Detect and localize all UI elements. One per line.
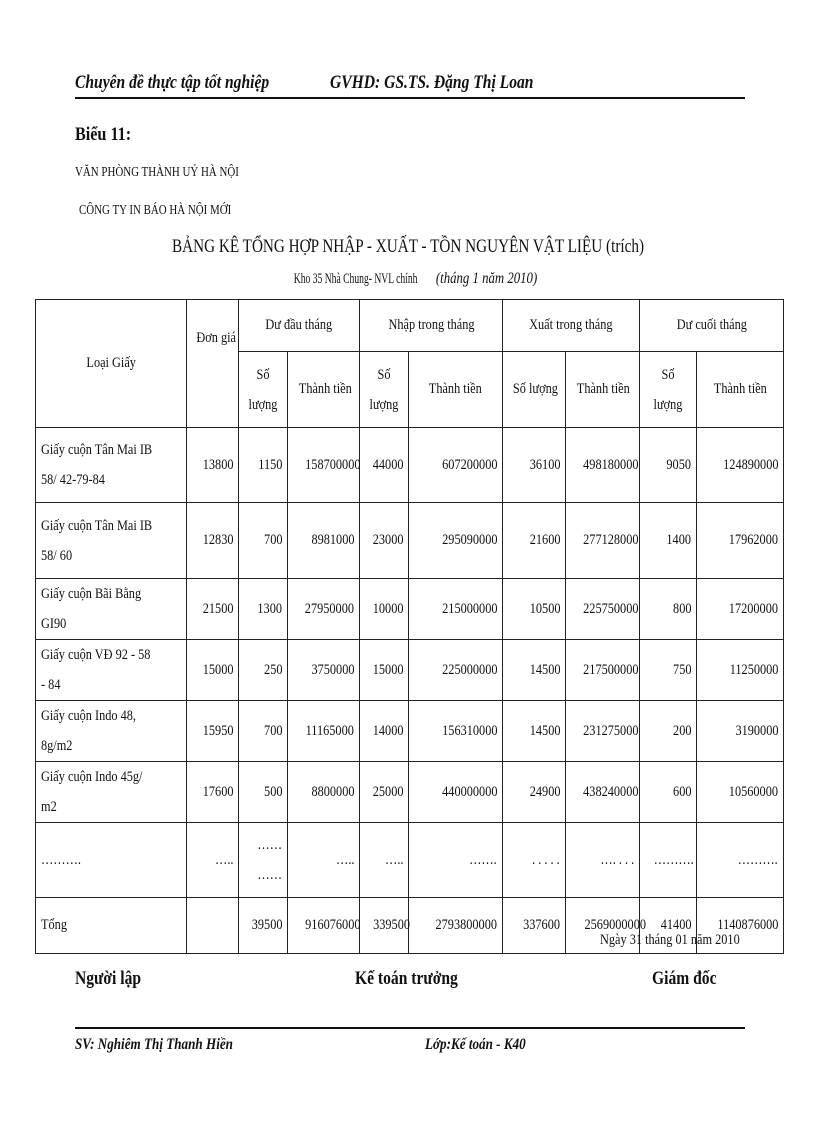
cell-dc-sl: 1400 [640,503,697,579]
cell-price: 17600 [187,762,239,823]
cell-n-tt: 295090000 [409,503,503,579]
inventory-table [35,299,784,954]
cell-price: 15950 [187,701,239,762]
org-line-1: VĂN PHÒNG THÀNH UỶ HÀ NỘI [75,165,239,180]
cell-dc-sl: 200 [640,701,697,762]
cell-n-tt: 607200000 [409,428,503,503]
cell-x-sl: 14500 [503,701,566,762]
cell-dd-sl: 1300 [239,579,288,640]
cell-dd-tt: 27950000 [288,579,360,640]
cell-dc-tt: 11250000 [697,640,784,701]
cell-n-tt: ……. [409,823,503,898]
cell-name: ………. [36,823,187,898]
col-header-du-cuoi-thang: Dư cuối tháng [640,300,784,352]
cell-x-tt: 225750000 [566,579,640,640]
cell-dd-tt: 158700000 [288,428,360,503]
ellipsis-row [36,823,784,898]
cell-dc-tt: ………. [697,823,784,898]
cell-dd-sl: 700 [239,701,288,762]
cell-n-sl: 44000 [360,428,409,503]
cell-dc-tt: 3190000 [697,701,784,762]
table-row [36,640,784,701]
total-dc-tt: 1140876000 [697,898,784,954]
cell-dd-sl: 250 [239,640,288,701]
col-header-du-dau-thang: Dư đầu tháng [239,300,360,352]
cell-dd-tt: 11165000 [288,701,360,762]
cell-x-tt: 277128000 [566,503,640,579]
footer-student: SV: Nghiêm Thị Thanh Hiền [75,1036,233,1053]
subheader-thanh-tien: Thành tiền [566,352,640,428]
cell-name: Giấy cuộn VĐ 92 - 58 - 84 [36,640,187,701]
subheader-thanh-tien: Thành tiền [697,352,784,428]
table-row [36,762,784,823]
subtitle-main: Kho 35 Nhà Chung- NVL chính [294,271,418,287]
cell-dd-tt: 3750000 [288,640,360,701]
cell-x-tt: 217500000 [566,640,640,701]
document-subtitle [0,270,816,288]
cell-dd-sl: 500 [239,762,288,823]
cell-x-tt: …. . . . [566,823,640,898]
cell-name: Giấy cuộn Indo 45g/ m2 [36,762,187,823]
cell-dd-tt: 8981000 [288,503,360,579]
total-dd-tt: 916076000 [288,898,360,954]
subheader-thanh-tien: Thành tiền [288,352,360,428]
subtitle-period: (tháng 1 năm 2010) [436,270,538,287]
table-row [36,701,784,762]
cell-dd-sl: …… …… [239,823,288,898]
total-x-sl: 337600 [503,898,566,954]
subheader-so-luong: Số lượng [239,352,288,428]
col-header-xuat-trong-thang: Xuất trong tháng [503,300,640,352]
cell-price: 13800 [187,428,239,503]
cell-dc-sl: 600 [640,762,697,823]
signature-chief-accountant: Kế toán trưởng [355,968,458,989]
cell-n-sl: ….. [360,823,409,898]
col-header-nhap-trong-thang: Nhập trong tháng [360,300,503,352]
cell-x-sl: 36100 [503,428,566,503]
total-x-tt: 2569000000 [566,898,640,954]
bieu-label: Biểu 11: [75,124,132,145]
cell-x-sl: 14500 [503,640,566,701]
cell-n-sl: 10000 [360,579,409,640]
cell-dd-sl: 1150 [239,428,288,503]
header-left-title: Chuyên đề thực tập tốt nghiệp [75,72,270,93]
cell-name: Giấy cuộn Tân Mai IB 58/ 60 [36,503,187,579]
subheader-so-luong: Số lượng [503,352,566,428]
cell-dc-sl: ………. [640,823,697,898]
cell-price: 21500 [187,579,239,640]
cell-x-tt: 498180000 [566,428,640,503]
cell-dc-tt: 10560000 [697,762,784,823]
cell-n-tt: 225000000 [409,640,503,701]
cell-price: 12830 [187,503,239,579]
col-header-don-gia: Đơn giá [187,300,239,428]
document-title: BẢNG KÊ TỔNG HỢP NHẬP - XUẤT - TỒN NGUYÊN VẬT LIỆU (trích) [171,236,644,257]
cell-name: Giấy cuộn Bãi Bằng GI90 [36,579,187,640]
org-line-2: CÔNG TY IN BÁO HÀ NỘI MỚI [79,203,232,218]
cell-n-sl: 15000 [360,640,409,701]
cell-dc-sl: 800 [640,579,697,640]
cell-price: ….. [187,823,239,898]
cell-dd-sl: 700 [239,503,288,579]
subheader-so-luong: Số lượng [640,352,697,428]
cell-dd-tt: ….. [288,823,360,898]
total-n-tt: 2793800000 [409,898,503,954]
cell-x-sl: 24900 [503,762,566,823]
total-dc-sl: 41400 [640,898,697,954]
cell-x-tt: 231275000 [566,701,640,762]
cell-price: 15000 [187,640,239,701]
cell-name: Giấy cuộn Tân Mai IB 58/ 42-79-84 [36,428,187,503]
header-row-1 [36,300,784,352]
signature-director: Giám đốc [652,968,717,989]
col-header-loai-giay: Loại Giấy [36,300,187,428]
total-label: Tổng [36,898,187,954]
cell-n-sl: 14000 [360,701,409,762]
cell-n-tt: 215000000 [409,579,503,640]
cell-dc-tt: 124890000 [697,428,784,503]
footer-rule [75,1027,745,1029]
subheader-so-luong: Số lượng [360,352,409,428]
header-rule [75,97,745,99]
cell-n-tt: 156310000 [409,701,503,762]
cell-x-tt: 438240000 [566,762,640,823]
table-row [36,579,784,640]
cell-x-sl: 10500 [503,579,566,640]
cell-n-tt: 440000000 [409,762,503,823]
signing-date: Ngày 31 tháng 01 năm 2010 [600,932,740,948]
table-row [36,503,784,579]
total-dd-sl: 39500 [239,898,288,954]
cell-n-sl: 25000 [360,762,409,823]
cell-dc-sl: 750 [640,640,697,701]
cell-name: Giấy cuộn Indo 48, 8g/m2 [36,701,187,762]
footer-class: Lớp:Kế toán - K40 [425,1036,526,1053]
cell-dc-tt: 17962000 [697,503,784,579]
cell-x-sl: . . . . . [503,823,566,898]
cell-dc-tt: 17200000 [697,579,784,640]
signature-creator: Người lập [75,968,142,989]
total-n-sl: 339500 [360,898,409,954]
cell-dd-tt: 8800000 [288,762,360,823]
table-row [36,428,784,503]
cell-x-sl: 21600 [503,503,566,579]
cell-dc-sl: 9050 [640,428,697,503]
total-price-empty [187,898,239,954]
cell-n-sl: 23000 [360,503,409,579]
header-right-advisor: GVHD: GS.TS. Đặng Thị Loan [330,72,534,93]
subheader-thanh-tien: Thành tiền [409,352,503,428]
